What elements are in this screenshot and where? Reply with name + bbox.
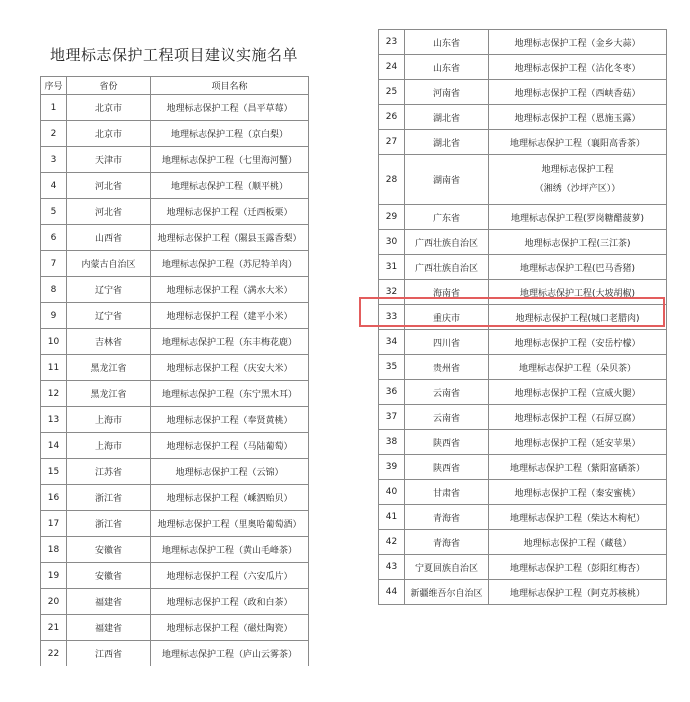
table-row (379, 230, 667, 255)
header-province: 省份 (67, 77, 151, 95)
row-project-name: 地理标志保护工程（马陆葡萄） (151, 433, 309, 459)
row-number: 35 (379, 355, 405, 380)
table-row (41, 563, 309, 589)
row-number: 9 (41, 303, 67, 329)
row-number: 12 (41, 381, 67, 407)
row-province: 北京市 (67, 95, 151, 121)
row-project-name: 地理标志保护工程(大坡胡椒) (489, 280, 667, 305)
row-number: 14 (41, 433, 67, 459)
row-project-name: 地理标志保护工程（阿克苏核桃） (489, 580, 667, 605)
row-project-name: 地理标志保护工程（东丰梅花鹿） (151, 329, 309, 355)
row-province: 广西壮族自治区 (405, 230, 489, 255)
table-row (379, 355, 667, 380)
row-project-name: 地理标志保护工程（安岳柠檬） (489, 330, 667, 355)
row-province: 福建省 (67, 615, 151, 641)
table-row (379, 505, 667, 530)
table-row (41, 589, 309, 615)
row-number: 36 (379, 380, 405, 405)
row-number: 24 (379, 55, 405, 80)
row-province: 云南省 (405, 405, 489, 430)
row-number: 8 (41, 277, 67, 303)
row-number: 44 (379, 580, 405, 605)
header-number: 序号 (41, 77, 67, 95)
project-table-left (40, 76, 309, 666)
table-row (379, 405, 667, 430)
table-row (379, 205, 667, 230)
row-province: 贵州省 (405, 355, 489, 380)
row-project-name: 地理标志保护工程（秦安蜜桃） (489, 480, 667, 505)
row-project-name: 地理标志保护工程(城口老腊肉) (489, 305, 667, 330)
row-number: 33 (379, 305, 405, 330)
row-province: 天津市 (67, 147, 151, 173)
row-project-name: 地理标志保护工程（彭阳红梅杏） (489, 555, 667, 580)
row-number: 32 (379, 280, 405, 305)
row-province: 河北省 (67, 199, 151, 225)
row-province: 山西省 (67, 225, 151, 251)
row-number: 26 (379, 105, 405, 130)
row-province: 安徽省 (67, 537, 151, 563)
row-project-name: 地理标志保护工程（苏尼特羊肉） (151, 251, 309, 277)
row-number: 38 (379, 430, 405, 455)
table-row (41, 121, 309, 147)
table-row (379, 255, 667, 280)
row-province: 吉林省 (67, 329, 151, 355)
row-province: 甘肃省 (405, 480, 489, 505)
row-project-name: 地理标志保护工程（庆安大米） (151, 355, 309, 381)
row-number: 34 (379, 330, 405, 355)
row-number: 20 (41, 589, 67, 615)
table-row (41, 433, 309, 459)
table-row (379, 330, 667, 355)
row-number: 6 (41, 225, 67, 251)
row-project-name: 地理标志保护工程(三江茶) (489, 230, 667, 255)
row-province: 河南省 (405, 80, 489, 105)
row-province: 湖北省 (405, 105, 489, 130)
row-project-name: 地理标志保护工程（恩施玉露） (489, 105, 667, 130)
row-number: 16 (41, 485, 67, 511)
row-project-name: 地理标志保护工程（奉贤黄桃） (151, 407, 309, 433)
row-province: 山东省 (405, 55, 489, 80)
row-number: 23 (379, 30, 405, 55)
row-project-name (489, 155, 667, 205)
table-row (41, 225, 309, 251)
row-province: 陕西省 (405, 455, 489, 480)
row-number: 18 (41, 537, 67, 563)
table-row (379, 55, 667, 80)
row-number: 31 (379, 255, 405, 280)
row-province: 云南省 (405, 380, 489, 405)
row-province: 青海省 (405, 505, 489, 530)
table-row (41, 485, 309, 511)
row-project-name: 地理标志保护工程（七里海河蟹） (151, 147, 309, 173)
row-number: 4 (41, 173, 67, 199)
row-province: 黑龙江省 (67, 381, 151, 407)
table-row (379, 130, 667, 155)
table-row (379, 430, 667, 455)
table-row (41, 95, 309, 121)
row-province: 广东省 (405, 205, 489, 230)
row-province: 北京市 (67, 121, 151, 147)
row-project-name: 地理标志保护工程（里奥哈葡萄酒） (151, 511, 309, 537)
table-row (41, 277, 309, 303)
row-project-name: 地理标志保护工程（宣威火腿） (489, 380, 667, 405)
row-project-name: 地理标志保护工程（隰县玉露香梨） (151, 225, 309, 251)
table-row (41, 615, 309, 641)
table-row (41, 329, 309, 355)
row-project-name: 地理标志保护工程（政和白茶） (151, 589, 309, 615)
highlight-box (359, 297, 665, 327)
table-row (379, 530, 667, 555)
row-province: 湖北省 (405, 130, 489, 155)
row-province: 陕西省 (405, 430, 489, 455)
row-province: 青海省 (405, 530, 489, 555)
row-project-name: 地理标志保护工程（顺平桃） (151, 173, 309, 199)
row-province: 山东省 (405, 30, 489, 55)
table-row (41, 641, 309, 667)
row-project-name: 地理标志保护工程（藏毯） (489, 530, 667, 555)
row-number: 30 (379, 230, 405, 255)
row-number: 42 (379, 530, 405, 555)
row-province: 辽宁省 (67, 277, 151, 303)
row-project-name: 地理标志保护工程（六安瓜片） (151, 563, 309, 589)
table-row (379, 30, 667, 55)
row-project-name: 地理标志保护工程（沾化冬枣） (489, 55, 667, 80)
row-project-name: 地理标志保护工程（嵊泗贻贝） (151, 485, 309, 511)
table-row (41, 407, 309, 433)
row-project-name: 地理标志保护工程（柴达木枸杞） (489, 505, 667, 530)
row-province: 河北省 (67, 173, 151, 199)
table-row (379, 480, 667, 505)
row-province: 江西省 (67, 641, 151, 667)
row-province: 安徽省 (67, 563, 151, 589)
row-province: 福建省 (67, 589, 151, 615)
row-number: 27 (379, 130, 405, 155)
row-province: 广西壮族自治区 (405, 255, 489, 280)
row-number: 28 (379, 155, 405, 205)
project-name-line: 地理标志保护工程 (541, 164, 614, 175)
row-number: 43 (379, 555, 405, 580)
table-row (379, 155, 667, 205)
row-number: 1 (41, 95, 67, 121)
table-row (379, 105, 667, 130)
row-number: 3 (41, 147, 67, 173)
table-row (41, 511, 309, 537)
row-number: 7 (41, 251, 67, 277)
row-province: 浙江省 (67, 511, 151, 537)
row-number: 2 (41, 121, 67, 147)
row-project-name: 地理标志保护工程（昌平草莓） (151, 95, 309, 121)
table-row (41, 199, 309, 225)
row-project-name: 地理标志保护工程（延安苹果） (489, 430, 667, 455)
table-row (41, 147, 309, 173)
table-row (41, 251, 309, 277)
project-name-line: （湘绣（沙坪产区）） (534, 183, 621, 194)
table-row (41, 537, 309, 563)
row-project-name: 地理标志保护工程（庐山云雾茶） (151, 641, 309, 667)
row-province: 黑龙江省 (67, 355, 151, 381)
table-row (379, 580, 667, 605)
row-province: 上海市 (67, 433, 151, 459)
table-row (41, 303, 309, 329)
row-project-name: 地理标志保护工程（西峡香菇） (489, 80, 667, 105)
row-number: 39 (379, 455, 405, 480)
table-row (41, 355, 309, 381)
row-number: 41 (379, 505, 405, 530)
row-project-name: 地理标志保护工程（襄阳高香茶） (489, 130, 667, 155)
table-row (379, 380, 667, 405)
row-project-name: 地理标志保护工程（迁西板栗） (151, 199, 309, 225)
row-number: 25 (379, 80, 405, 105)
row-number: 13 (41, 407, 67, 433)
row-province: 上海市 (67, 407, 151, 433)
row-project-name: 地理标志保护工程(巴马香猪) (489, 255, 667, 280)
row-number: 11 (41, 355, 67, 381)
row-number: 29 (379, 205, 405, 230)
header-project: 项目名称 (151, 77, 309, 95)
row-province: 四川省 (405, 330, 489, 355)
row-number: 19 (41, 563, 67, 589)
row-province: 江苏省 (67, 459, 151, 485)
row-project-name: 地理标志保护工程（东宁黑木耳） (151, 381, 309, 407)
table-header-row (41, 77, 309, 95)
table-row (379, 455, 667, 480)
row-province: 海南省 (405, 280, 489, 305)
row-number: 37 (379, 405, 405, 430)
row-project-name: 地理标志保护工程（磁灶陶瓷） (151, 615, 309, 641)
row-project-name: 地理标志保护工程（满水大米） (151, 277, 309, 303)
row-province: 辽宁省 (67, 303, 151, 329)
row-number: 15 (41, 459, 67, 485)
row-province: 浙江省 (67, 485, 151, 511)
table-row (379, 555, 667, 580)
row-project-name: 地理标志保护工程（建平小米） (151, 303, 309, 329)
table-row (41, 381, 309, 407)
row-province: 新疆维吾尔自治区 (405, 580, 489, 605)
table-row (41, 459, 309, 485)
row-number: 17 (41, 511, 67, 537)
row-number: 40 (379, 480, 405, 505)
row-project-name: 地理标志保护工程（石屏豆腐） (489, 405, 667, 430)
row-number: 22 (41, 641, 67, 667)
row-project-name: 地理标志保护工程（黄山毛峰茶） (151, 537, 309, 563)
row-project-name: 地理标志保护工程（金乡大蒜） (489, 30, 667, 55)
row-province: 宁夏回族自治区 (405, 555, 489, 580)
table-row (379, 80, 667, 105)
row-project-name: 地理标志保护工程（朵贝茶） (489, 355, 667, 380)
row-province: 湖南省 (405, 155, 489, 205)
row-province: 重庆市 (405, 305, 489, 330)
row-number: 21 (41, 615, 67, 641)
document-title: 地理标志保护工程项目建议实施名单 (49, 46, 298, 64)
row-project-name: 地理标志保护工程(罗岗糖醋菠萝) (489, 205, 667, 230)
row-project-name: 地理标志保护工程（云锦） (151, 459, 309, 485)
row-number: 10 (41, 329, 67, 355)
row-project-name: 地理标志保护工程（京白梨） (151, 121, 309, 147)
row-province: 内蒙古自治区 (67, 251, 151, 277)
row-project-name: 地理标志保护工程（紫阳富硒茶） (489, 455, 667, 480)
table-row (41, 173, 309, 199)
row-number: 5 (41, 199, 67, 225)
